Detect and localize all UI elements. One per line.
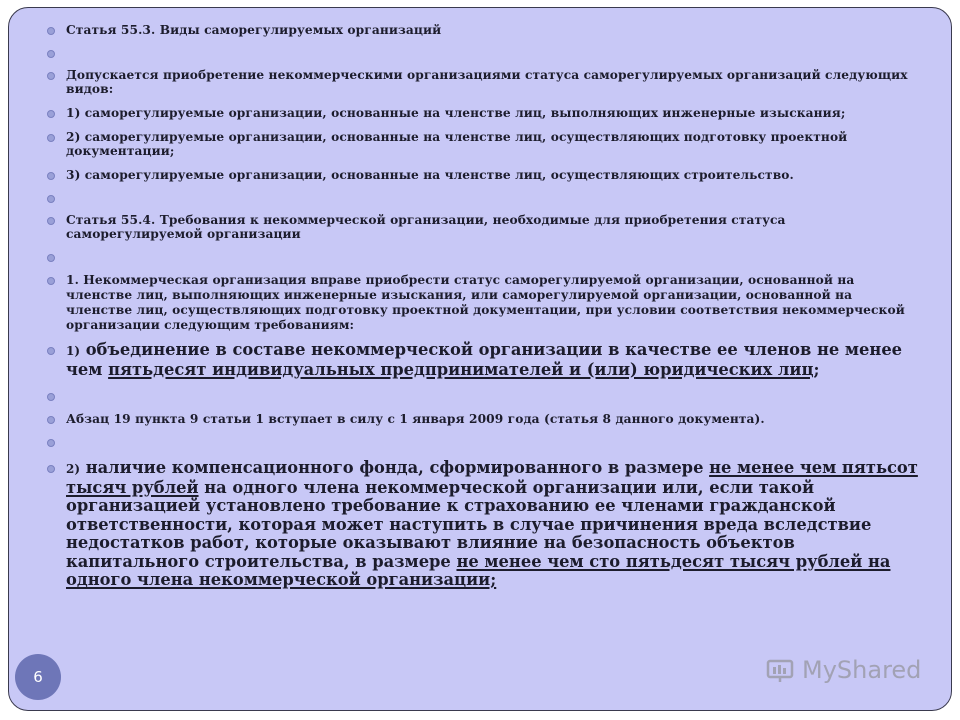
- item-number: 1): [66, 344, 81, 358]
- list-item: [40, 106, 920, 120]
- list-item: [40, 46, 920, 60]
- underlined-text: пятьдесят индивидуальных предпринимателей и (или) юридических лиц: [108, 359, 814, 379]
- paragraph-tail: ;: [813, 359, 820, 379]
- presentation-icon: [766, 657, 796, 683]
- bullet-icon: [47, 172, 55, 180]
- bullet-icon: [47, 347, 55, 355]
- paragraph: объединение в составе некоммерческой организации в качестве ее членов не менее чем: [66, 340, 903, 379]
- article-55-3-heading: Статья 55.3. Виды саморегулируемых организаций: [66, 23, 442, 37]
- bullet-icon: [47, 277, 55, 285]
- underlined-text: не менее чем сто пятьдесят тысяч рублей на одного члена некоммерческой организации;: [66, 551, 891, 589]
- underlined-text: не менее чем пятьсот тысяч рублей: [66, 458, 918, 497]
- paragraph: 1) саморегулируемые организации, основанные на членстве лиц, выполняющих инженерные изыскания;: [66, 106, 846, 120]
- list-item: [40, 130, 920, 158]
- slide-content: [40, 14, 920, 590]
- watermark-text: MyShared: [802, 656, 922, 684]
- bullet-icon: [47, 465, 55, 473]
- bullet-icon: [47, 72, 55, 80]
- list-item: [40, 412, 920, 426]
- bullet-icon: [47, 50, 55, 58]
- list-item: [40, 389, 920, 403]
- list-item: [40, 191, 920, 205]
- bullet-icon: [47, 134, 55, 142]
- list-item: [40, 459, 920, 590]
- bullet-icon: [47, 27, 55, 35]
- list-item: [40, 435, 920, 449]
- paragraph: 2) саморегулируемые организации, основанные на членстве лиц, осуществляющих подготовку проектной документации;: [66, 130, 848, 158]
- list-item: [40, 273, 920, 333]
- page-number-badge: [15, 654, 61, 700]
- page-number: 6: [33, 668, 43, 686]
- bullet-icon: [47, 416, 55, 424]
- list-item: [40, 213, 920, 241]
- article-55-4-heading: Статья 55.4. Требования к некоммерческой организации, необходимые для приобретения статуса саморегулируемой организации: [66, 213, 786, 241]
- list-item: [40, 168, 920, 182]
- list-item: [40, 341, 920, 379]
- list-item: [40, 23, 920, 37]
- bullet-icon: [47, 110, 55, 118]
- bullet-icon: [47, 195, 55, 203]
- paragraph: Абзац 19 пункта 9 статьи 1 вступает в силу с 1 января 2009 года (статья 8 данного документа).: [66, 412, 765, 426]
- watermark: [766, 656, 921, 684]
- list-item: [40, 250, 920, 264]
- list-item: [40, 68, 920, 96]
- bullet-icon: [47, 217, 55, 225]
- bullet-icon: [47, 254, 55, 262]
- paragraph: 3) саморегулируемые организации, основанные на членстве лиц, осуществляющих строительство.: [66, 168, 794, 182]
- paragraph: 1. Некоммерческая организация вправе приобрести статус саморегулируемой организации, основанной на членстве лиц, выполняющих инженерные изыскания, или саморегулируемой организации, основанной на членстве лиц, осуществляющих подготовку проектной документации, при условии соответствия некоммерческой организации следующим требованиям:: [66, 273, 905, 332]
- paragraph: наличие компенсационного фонда, сформированного в размере: [80, 458, 710, 477]
- paragraph: на одного члена некоммерческой организации или, если такой организацией установлено требование к страхованию ее членами гражданской ответственности, которая может наступить в случае причинения вреда вследствие недостатков работ, которые оказывают влияние на безопасность объектов капитального строительства, в размере: [66, 477, 872, 571]
- item-number: 2): [66, 462, 81, 476]
- paragraph: Допускается приобретение некоммерческими организациями статуса саморегулируемых организаций следующих видов:: [66, 68, 908, 96]
- bullet-icon: [47, 393, 55, 401]
- bullet-icon: [47, 439, 55, 447]
